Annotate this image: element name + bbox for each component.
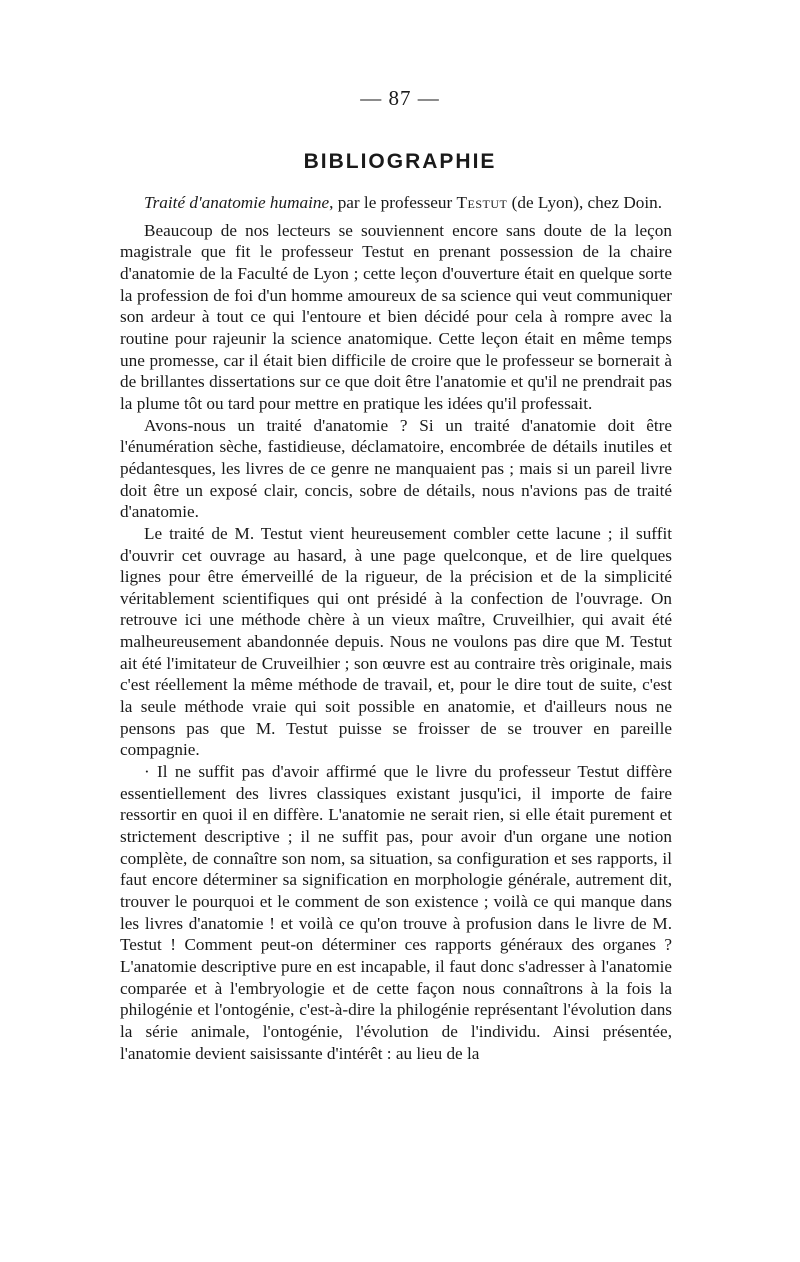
reference-by: , par le professeur xyxy=(329,193,457,212)
paragraph-3: Le traité de M. Testut vient heureusement combler cette lacune ; il suffit d'ouvrir cet ouvrage au hasard, à une page quelconque, et de lire quelques lignes pour être émerveillé de la rigueur, de la précision et de la simplicité véritablement scientifiques qui ont présidé à la confection de l'ouvrage. On retrouve ici une méthode chère à un vieux maître, Cruveilhier, qui avait été malheureusement abandonnée depuis. Nous ne voulons pas dire que M. Testut ait été l'imitateur de Cruveilhier ; son œuvre est au contraire très originale, mais c'est réellement la même méthode de travail, et, pour le dire tout de suite, c'est la seule méthode vraie qui soit possible en anatomie, et d'ailleurs nous ne pensons pas que M. Testut puisse se froisser de se trouver en pareille compagnie. xyxy=(120,523,672,760)
body-text xyxy=(120,192,672,1064)
reference-publisher: (de Lyon), chez Doin. xyxy=(507,193,662,212)
reference-author: Testut xyxy=(456,193,508,212)
paragraph-1: Beaucoup de nos lecteurs se souviennent encore sans doute de la leçon magistrale que fit le professeur Testut en prenant possession de la chaire d'anatomie de la Faculté de Lyon ; cette leçon d'ouverture était en quelque sorte la profession de foi d'un homme amoureux de sa science qui veut communiquer son ardeur à tout ce qui l'entoure et bien décidé pour cela à rompre avec la routine pour rajeunir la science anatomique. Cette leçon était en même temps une promesse, car il était bien difficile de croire que le professeur se bornerait à de brillantes dissertations sur ce que doit être l'anatomie et qu'il ne prendrait pas la plume tôt ou tard pour mettre en pratique les idées qu'il professait. xyxy=(120,220,672,413)
bibliographic-reference xyxy=(120,192,672,214)
work-title: Traité d'anatomie humaine xyxy=(144,193,330,212)
page-title: BIBLIOGRAPHIE xyxy=(303,150,497,173)
page-number: — 87 — xyxy=(360,86,440,110)
paragraph-2: Avons-nous un traité d'anatomie ? Si un traité d'anatomie doit être l'énumération sèche, fastidieuse, déclamatoire, encombrée de détails inutiles et pédantesques, les livres de ce genre ne manquaient pas ; mais si un pareil livre doit être un exposé clair, concis, sobre de détails, nous n'avions pas de traité d'anatomie. xyxy=(120,415,672,522)
paragraph-4: · Il ne suffit pas d'avoir affirmé que le livre du professeur Testut diffère essentiellement des livres classiques existant jusqu'ici, il importe de faire ressortir en quoi il en diffère. L'anatomie ne serait rien, si elle était purement et strictement descriptive ; il ne suffit pas, pour avoir d'un organe une notion complète, de connaître son nom, sa situation, sa configuration et ses rapports, il faut encore déterminer sa signification en morphologie générale, autrement dit, trouver le pourquoi et le comment de son existence ; voilà ce qui manque dans les livres d'anatomie ! et voilà ce qu'on trouve à profusion dans le livre de M. Testut ! Comment peut-on déterminer ces rapports généraux des organes ? L'anatomie descriptive pure en est incapable, il faut donc s'adresser à l'anatomie comparée et à l'embryologie et de cette façon nous connaîtrons à la fois la philogénie et l'ontogénie, c'est-à-dire la philogénie représentant l'évolution dans la série animale, l'ontogénie, l'évolution de l'individu. Ainsi présentée, l'anatomie devient saisissante d'intérêt : au lieu de la xyxy=(120,762,672,1063)
